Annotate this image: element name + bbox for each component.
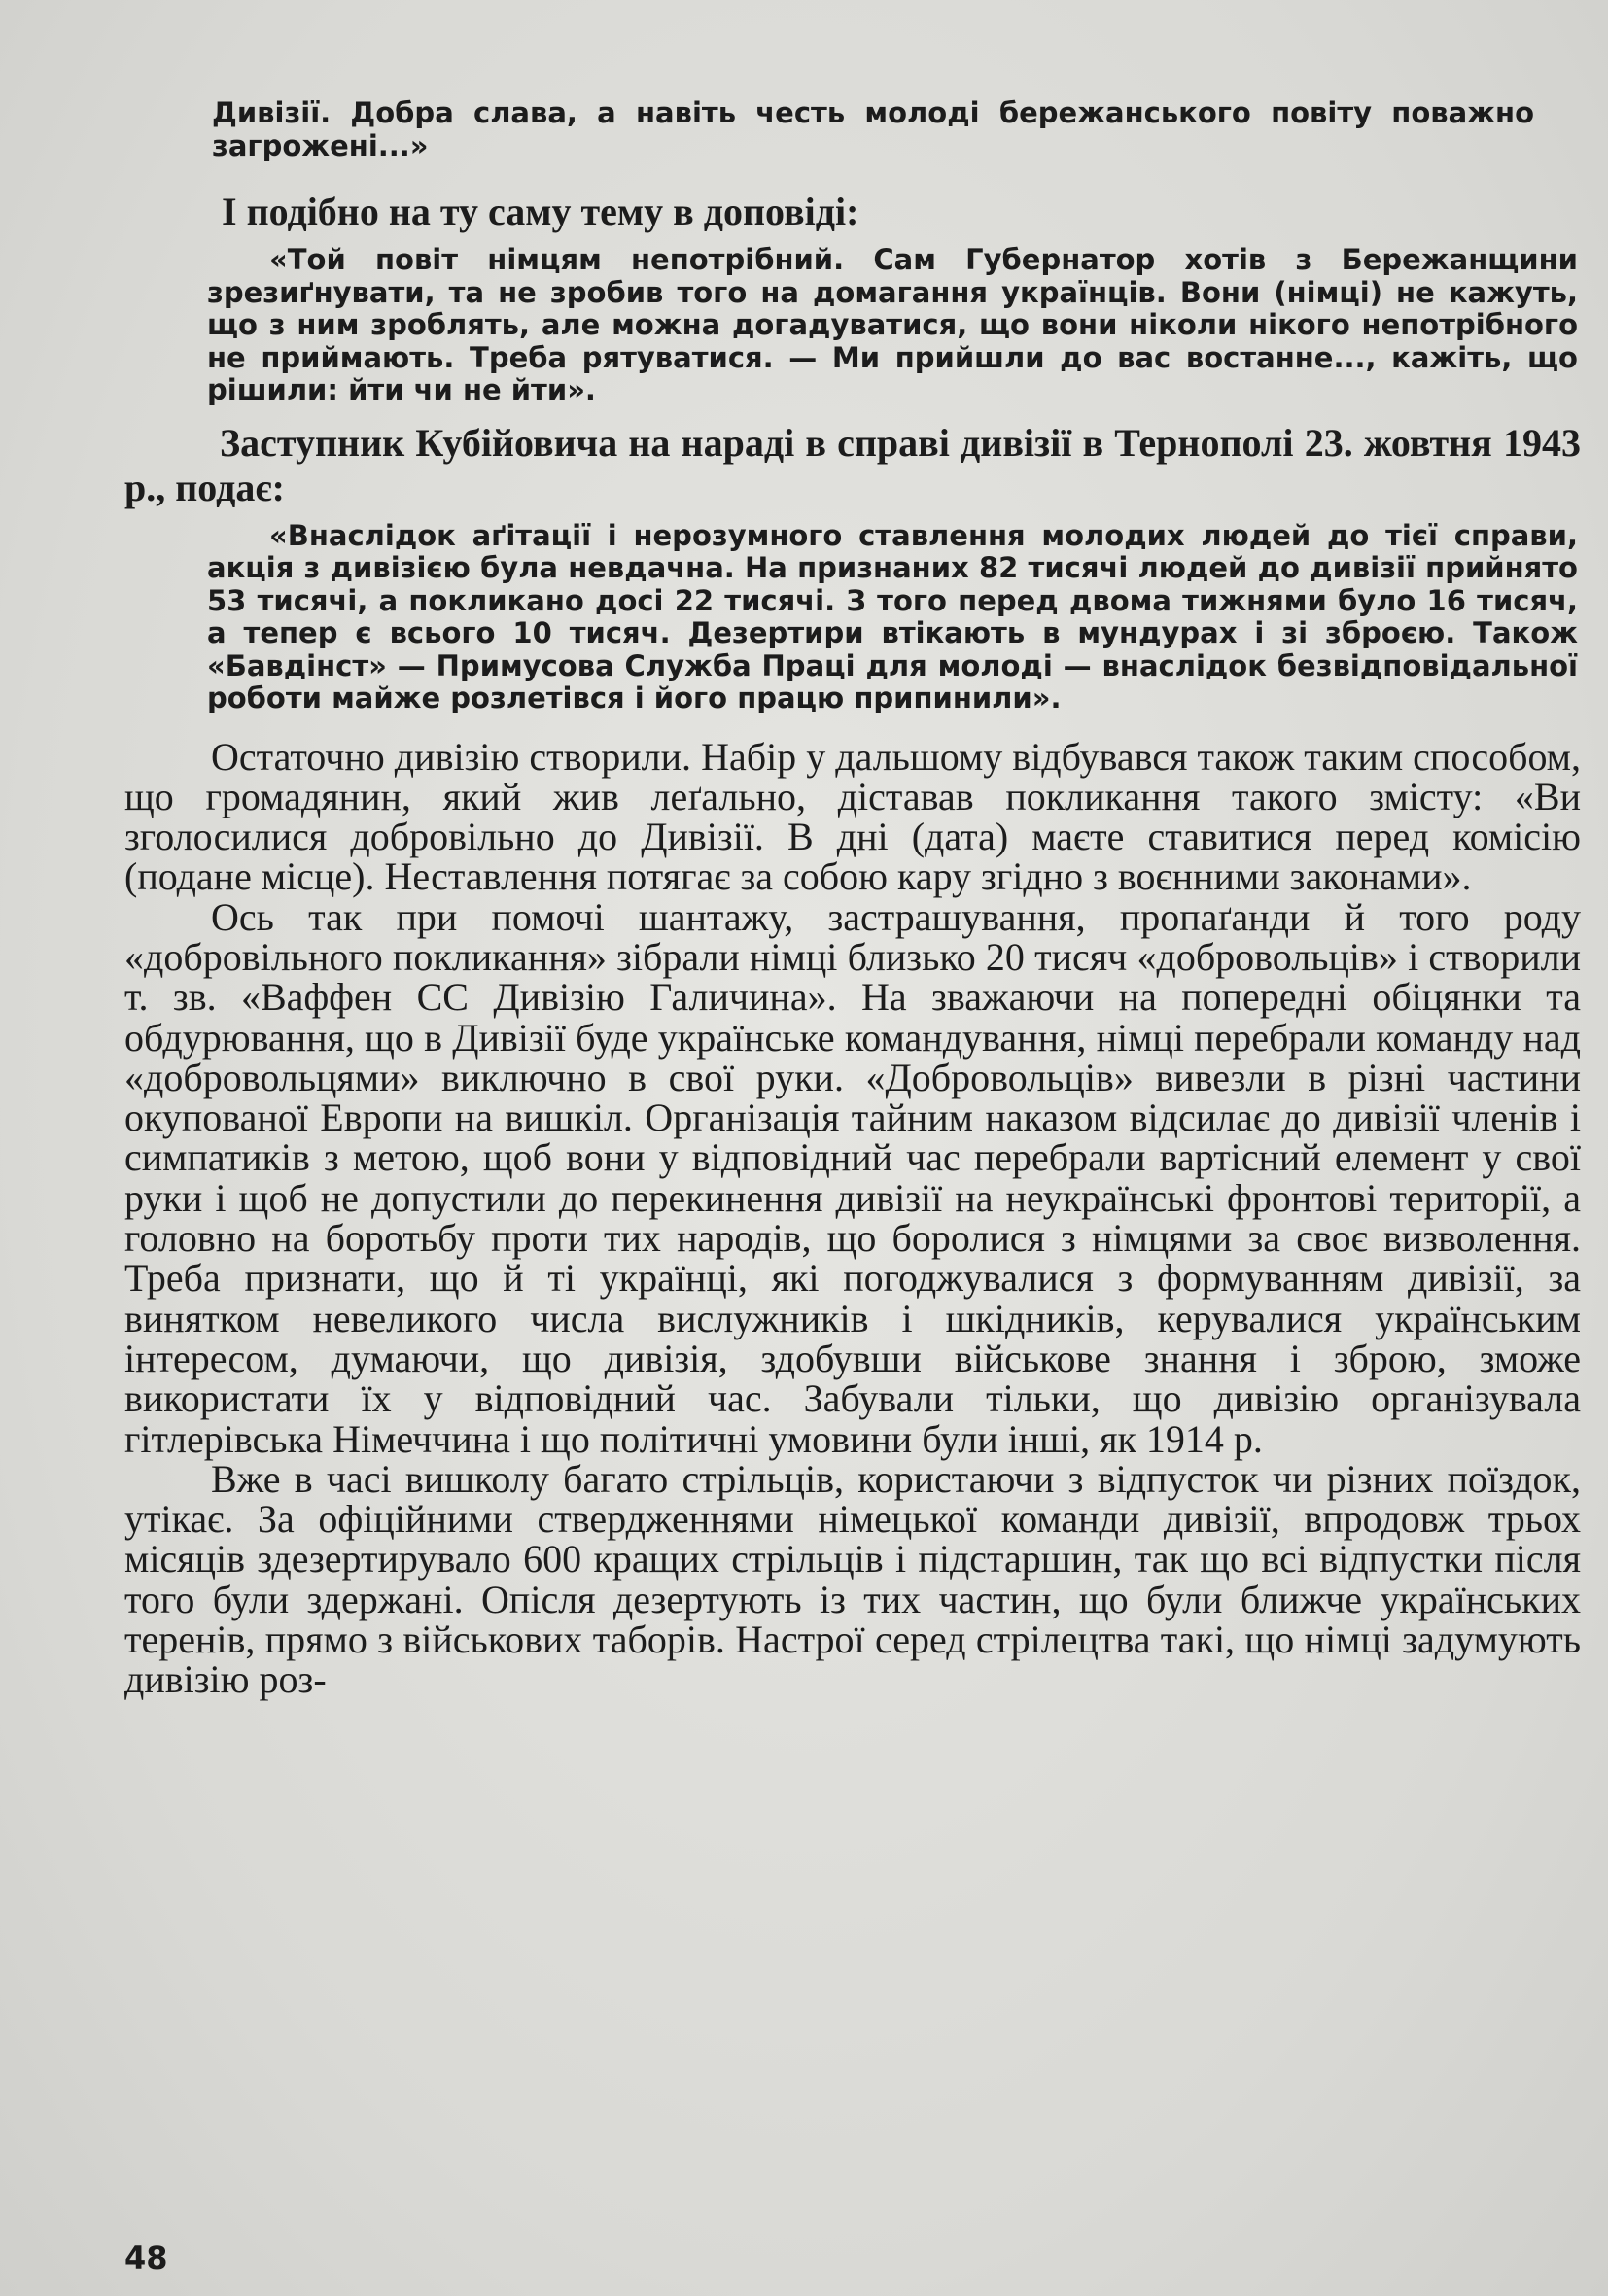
intro-line-2: Заступник Кубійовича на нараді в справі дивізії в Тернополі 23. жовтня 1943 р., подає: <box>124 420 1581 509</box>
quote-continuation: Дивізії. Добра слава, а навіть честь молоді бережанського повіту поважно загрожені...» <box>212 96 1534 162</box>
paragraph-1: Остаточно дивізію створили. Набір у дальшому відбувався також таким способом, що громадянин, який жив леґально, діставав покликання такого змісту: «Ви зголосилися добровільно до Дивізії. В дні (дата) маєте ставитися перед комісію (подане місце). Неставлення потягає за собою кару згідно з воєнними законами». <box>124 734 1581 899</box>
text-column <box>124 97 1581 1700</box>
quote-deputy: «Внаслідок аґітації і нерозумного ставлення молодих людей до тієї справи, акція з дивізією була невдачна. На признаних 82 тисячі людей до дивізії прийнято 53 тисячі, а покликано досі 22 тисячі. З того перед двома тижнями було 16 тисяч, а тепер є всього 10 тисяч. Дезертири втікають в мундурах і зі зброєю. Також «Бавдінст» — Примусова Служба Праці для молоді — внаслідок безвідповідальної роботи майже розлетівся і його працю припинили». <box>207 518 1578 714</box>
intro-line-1: І подібно на ту саму тему в доповіді: <box>222 190 859 233</box>
page-number: 48 <box>124 2240 168 2277</box>
paragraph-2: Ось так при помочі шантажу, застрашування, пропаґанди й того роду «добровільного покликання» зібрали німці близько 20 тисяч «добровольців» і створили т. зв. «Ваффен СС Дивізію Галичина». На зважаючи на попередні обіцянки та обдурювання, що в Дивізії буде українське командування, німці перебрали команду над «добровольцями» виключно в свої руки. «Добровольців» вивезли в різні частини окупованої Европи на вишкіл. Організація тайним наказом відсилає до дивізії членів і симпатиків з метою, щоб вони у відповідний час перебрали вартісний елемент у свої руки і щоб не допустили до перекинення дивізії на неукраїнські фронтові території, а головно на боротьбу проти тих народів, що боролися з німцями за своє визволення. Треба признати, що й ті українці, які погоджувалися з формуванням дивізії, за винятком невеликого числа вислужників і шкідників, керувалися українським інтересом, думаючи, що дивізія, здобувши військове знання і зброю, зможе використати їх у відповідний час. Забували тільки, що дивізію організувала гітлерівська Німеччина і що політичні умовини були інші, як 1914 р. <box>124 894 1581 1461</box>
paragraph-3: Вже в часі вишколу багато стрільців, користаючи з відпусток чи різних поїздок, утікає. За офіційними ствердженнями німецької команди дивізії, впродовж трьох місяців здезертирувало 600 кращих стрільців і підстаршин, так що всі відпустки після того були здержані. Опісля дезертують із тих частин, що були ближче українських теренів, прямо з військових таборів. Настрої серед стрілецтва такі, що німці задумують дивізію роз- <box>124 1456 1581 1702</box>
quote-governor: «Той повіт німцям непотрібний. Сам Губернатор хотів з Бережанщини зрезиґнувати, та не зробив того на домагання українців. Вони (німці) не кажуть, що з ним зроблять, але можна догадуватися, що вони ніколи нікого непотрібного не приймають. Треба рятуватися. — Ми прийшли до вас востанне..., кажіть, що рішили: йти чи не йти». <box>207 243 1578 406</box>
